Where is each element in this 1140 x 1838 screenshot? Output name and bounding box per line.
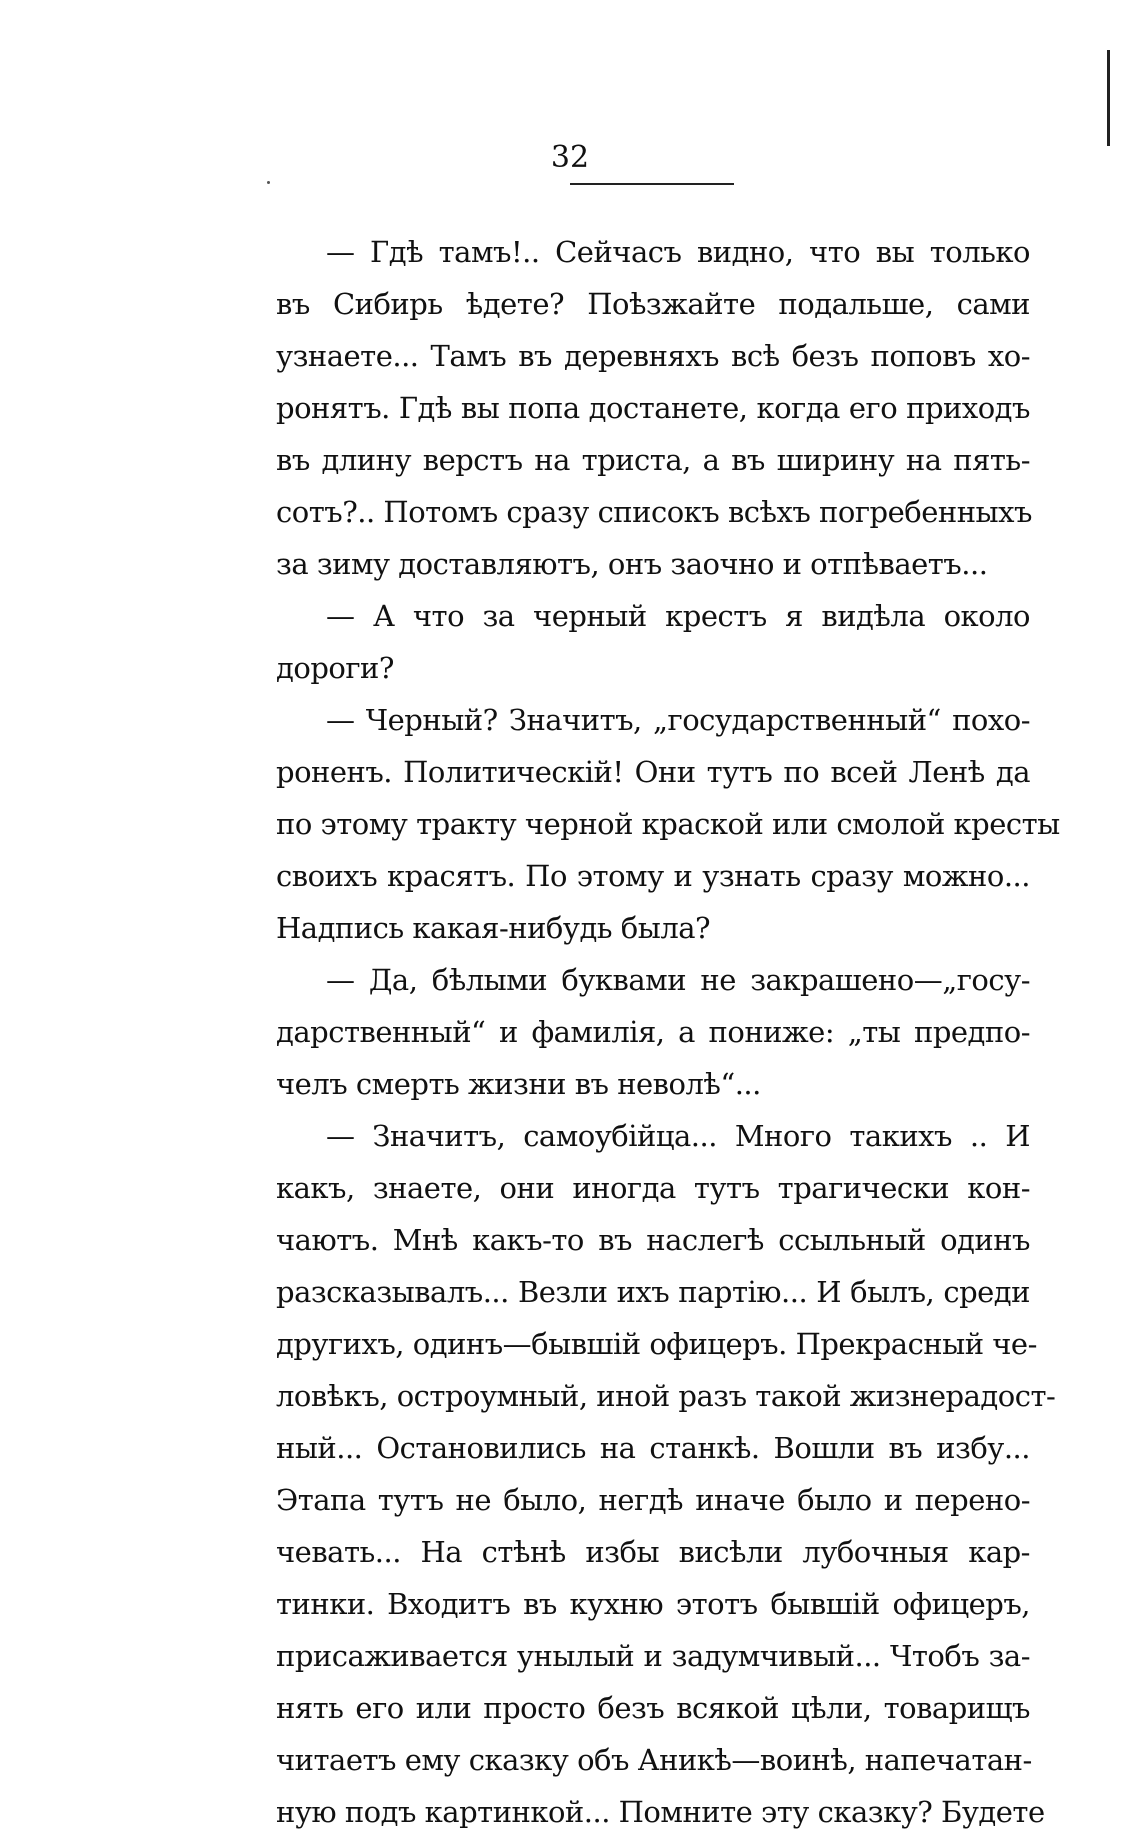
text-line: въ длину верстъ на триста, а въ ширину на пять- — [276, 443, 1030, 477]
text-line: дарственный“ и фамилія, а пониже: „ты предпо- — [276, 1015, 1030, 1049]
text-line: другихъ, одинъ—бывшій офицеръ. Прекрасный че- — [276, 1327, 1037, 1361]
text-line: въ Сибирь ѣдете? Поѣзжайте подальше, сами — [276, 287, 1030, 321]
text-line: — Значитъ, самоубійца... Много такихъ .. И — [326, 1119, 1030, 1153]
text-line: ный... Остановились на станкѣ. Вошли въ избу... — [276, 1431, 1030, 1465]
text-line: — Да, бѣлыми буквами не закрашено—„госу- — [326, 963, 1030, 997]
body-text — [276, 226, 1060, 1838]
text-line: челъ смерть жизни въ неволѣ“... — [276, 1067, 761, 1101]
text-line: — Гдѣ тамъ!.. Сейчасъ видно, что вы только — [326, 235, 1030, 269]
text-line: ронятъ. Гдѣ вы попа достанете, когда его приходъ — [276, 391, 1030, 425]
text-line: — Черный? Значитъ, „государственный“ похо- — [326, 703, 1030, 737]
text-line: ловѣкъ, остроумный, иной разъ такой жизнерадост- — [276, 1379, 1056, 1413]
text-line: чаютъ. Мнѣ какъ-то въ наслегѣ ссыльный одинъ — [276, 1223, 1030, 1257]
text-line: какъ, знаете, они иногда тутъ трагически кон- — [276, 1171, 1030, 1205]
text-line: чевать... На стѣнѣ избы висѣли лубочныя кар- — [276, 1535, 1030, 1569]
text-line: узнаете... Тамъ въ деревняхъ всѣ безъ поповъ хо- — [276, 339, 1030, 373]
text-line: нять его или просто безъ всякой цѣли, товарищъ — [276, 1691, 1030, 1725]
text-line: сотъ?.. Потомъ сразу списокъ всѣхъ погребенныхъ — [276, 495, 1032, 529]
text-line: дороги? — [276, 651, 394, 685]
page-number: 32 — [550, 140, 590, 175]
text-line: ную подъ картинкой... Помните эту сказку? Будете — [276, 1795, 1045, 1829]
text-line: присаживается унылый и задумчивый... Чтобъ за- — [276, 1639, 1030, 1673]
text-line: своихъ красятъ. По этому и узнать сразу можно... — [276, 859, 1030, 893]
text-line: читаетъ ему сказку объ Аникѣ—воинѣ, напечатан- — [276, 1743, 1032, 1777]
text-line: — А что за черный крестъ я видѣла около — [326, 599, 1030, 633]
text-line: роненъ. Политическій! Они тутъ по всей Ленѣ да — [276, 755, 1030, 789]
text-line: за зиму доставляютъ, онъ заочно и отпѣваетъ... — [276, 547, 988, 581]
text-line: Надпись какая-нибудь была? — [276, 911, 711, 945]
text-line: тинки. Входитъ въ кухню этотъ бывшій офицеръ, — [276, 1587, 1030, 1621]
text-line: Этапа тутъ не было, негдѣ иначе было и перено- — [276, 1483, 1030, 1517]
scan-speck — [267, 181, 270, 184]
header-rule — [570, 183, 734, 185]
text-line: разсказывалъ... Везли ихъ партію... И былъ, среди — [276, 1275, 1030, 1309]
scan-edge-mark — [1107, 50, 1110, 146]
text-line: по этому тракту черной краской или смолой кресты — [276, 807, 1060, 841]
